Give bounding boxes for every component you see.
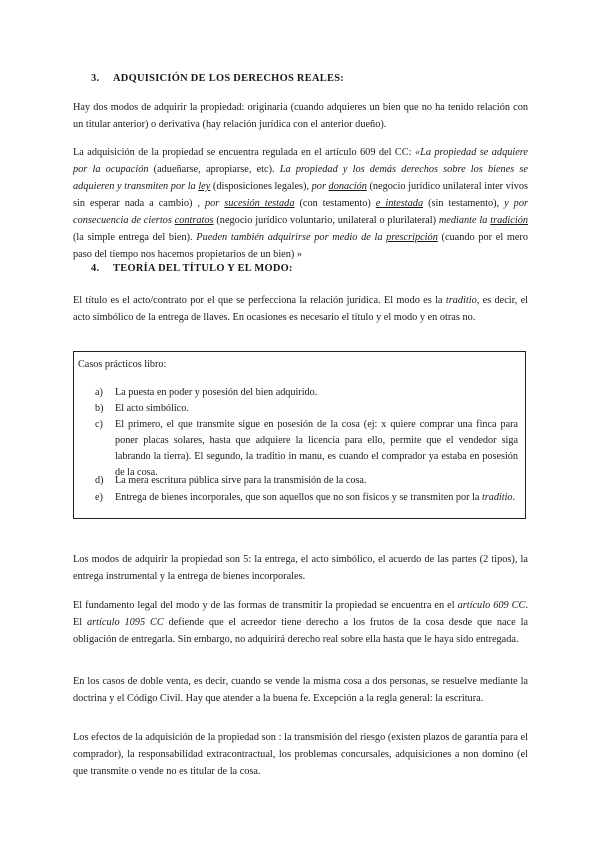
paragraph-effects: Los efectos de la adquisición de la propiedad son : la transmisión del riesgo (existen plazos de garantía para el comprador), la responsabilidad extracontractual, los problemas concursales, adquisiciones a non domino (el que transmite o vende no es titular de la cosa. [73,732,528,777]
section-3-title: ADQUISICIÓN DE LOS DERECHOS REALES: [113,73,345,84]
p2-quote-occupation: «La propiedad se adquiere por la ocupación [73,147,528,175]
case-item [95,490,518,506]
paragraph-five-modes: Los modos de adquirir la propiedad son 5: la entrega, el acto simbólico, el acuerdo de las partes (2 tipos), la entrega instrumental y la entrega de bienes incorporales. [73,554,528,582]
p2-text: (negocio jurídico unilateral inter vivos sin esperar nada a cambio) , [73,181,528,209]
case-label: c) [95,419,103,430]
p2-text: La adquisición de la propiedad se encuentra regulada en el artículo 609 del CC: [73,147,415,158]
p2-quote: por [311,181,329,192]
p2-term-intestada: e intestada [375,198,424,209]
section-3-number: 3. [91,73,100,84]
section-3-heading [91,73,344,84]
case-label: e) [95,492,103,503]
case-text-part: . [512,492,516,503]
paragraph-title-and-mode [73,292,528,326]
p2-term-donacion: donación [328,181,367,192]
case-item [95,473,518,489]
paragraph-acquisition-modes: Hay dos modos de adquirir la propiedad: originaria (cuando adquieres un bien que no ha tenido relación con un titular anterior) o derivativa (hay relación jurídica con el anterior dueño). [73,102,528,130]
p3-text: , es decir, el acto simbólico de la entrega de llaves. En ocasiones es necesario el título y el modo y en otras no. [73,295,528,323]
case-label: a) [95,387,103,398]
section-4-heading [91,263,293,274]
case-item [95,417,518,481]
p2-text: (sin testamento), [423,198,505,209]
p3-text: El título es el acto/contrato por el que se perfecciona la relación jurídica. El modo es la [73,295,446,306]
p2-text: (con testamento) [294,198,376,209]
section-4-title: TEORÍA DEL TÍTULO Y EL MODO: [113,263,293,274]
p2-term-contratos: contratos [174,215,214,226]
p2-quote-rights: La propiedad y los demás derechos sobre los bienes se adquieren y transmiten por la [73,164,528,192]
section-4-number: 4. [91,263,100,274]
p2-term-sucesion-testada: sucesión testada [224,198,295,209]
p2-text: (negocio jurídico voluntario, unilateral o plurilateral) [213,215,439,226]
paragraph-double-sale: En los casos de doble venta, es decir, cuando se vende la misma cosa a dos personas, se resuelve mediante la doctrina y el Código Civil. Hay que atender a la buena fe. Excepción a la regla general: la escritura. [73,676,528,704]
p2-text: (adueñarse, apropiarse, etc). [148,164,280,175]
p5-article-1095: artículo 1095 CC [87,617,164,628]
case-text: El acto simbólico. [115,403,189,414]
p2-term-tradicion: tradición [490,215,528,226]
p2-text: (la simple entrega del bien). [73,232,197,243]
p5-text: defiende que el acreedor tiene derecho a los frutos de la cosa desde que nace la obligación de entregarla. Sin embargo, no adquirirá derecho real sobre ella hasta que le haya sido entregada. [73,617,528,645]
p2-term-prescripcion: prescripción [386,232,438,243]
p2-quote: por [204,198,225,209]
p2-text: (cuando por el mero paso del tiempo nos hacemos propietarios de un bien) » [73,232,529,260]
p2-quote: Pueden también adquirirse por medio de la [196,232,387,243]
p5-text: El fundamento legal del modo y de las formas de transmitir la propiedad se encuentra en el [73,600,458,611]
case-term-traditio: traditio [481,492,513,503]
case-item [95,385,518,401]
case-label: d) [95,475,104,486]
p3-term-traditio: traditio [445,295,477,306]
case-label: b) [95,403,104,414]
practical-cases-box [73,351,526,519]
box-title: Casos prácticos libro: [78,359,167,370]
case-text: El primero, el que transmite sigue en posesión de la cosa (ej: x quiere comprar una finca para poner placas solares, hasta que adquiere la licencia para ello, permite que el vendedor siga labrando la tierra). El segundo, la traditio in manu, es cuando el comprador ya estaba en posesión de la cosa. [115,419,518,478]
p5-text: . El [73,600,529,628]
case-item [95,401,518,417]
case-text [115,490,518,506]
p2-quote: y por consecuencia de ciertos [73,198,528,226]
p2-text: (disposiciones legales), [210,181,312,192]
case-text: La puesta en poder y posesión del bien adquirido. [115,387,318,398]
case-text-part: Entrega de bienes incorporales, que son aquellos que no son físicos y se transmiten por la [115,492,482,503]
case-text: La mera escritura pública sirve para la transmisión de la cosa. [115,475,367,486]
paragraph-legal-basis [73,597,528,648]
p2-term-ley: ley [198,181,211,192]
paragraph-article-609 [73,144,528,263]
p2-quote: mediante la [438,215,491,226]
p5-article-609: artículo 609 CC [457,600,526,611]
